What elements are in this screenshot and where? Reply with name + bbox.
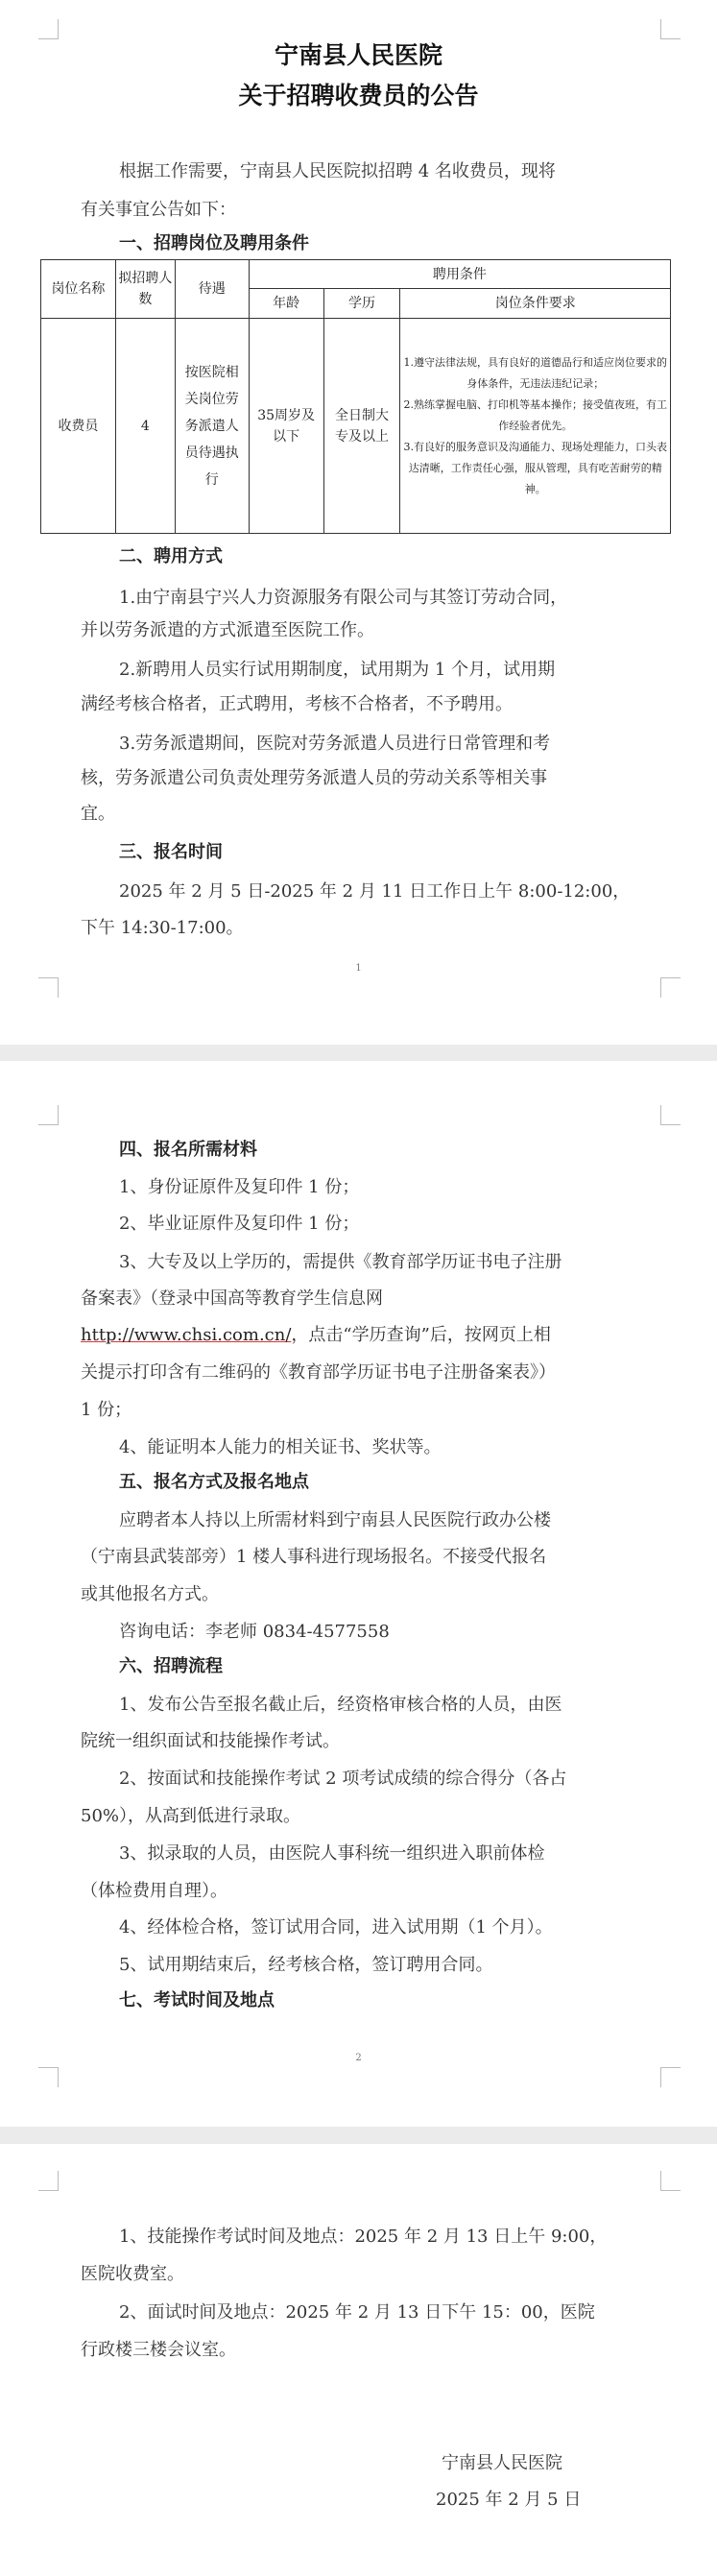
- page-corner-mark: [38, 1105, 59, 1125]
- paragraph-line: （体检费用自理）。: [81, 1881, 227, 1901]
- table-header-cell: 待遇: [175, 260, 249, 319]
- requirement-item: 3.有良好的服务意识及沟通能力、现场处理能力，口头表达清晰，工作责任心强，服从管理，具有吃苦耐劳的精神。: [403, 440, 667, 495]
- requirement-item: 1.遵守法律法规，具有良好的道德品行和适应岗位要求的身体条件，无违法违纪记录；: [403, 355, 667, 390]
- page-number: 2: [355, 2053, 362, 2063]
- paragraph-line: 行政楼三楼会议室。: [81, 2340, 236, 2360]
- page-corner-mark: [660, 977, 681, 998]
- paragraph-line: 50%），从高到低进行录取。: [81, 1806, 301, 1826]
- table-header-cell: 聘用条件: [249, 260, 670, 289]
- page-corner-mark: [660, 2171, 681, 2191]
- paragraph-line: 关提示打印含有二维码的《教育部学历证书电子注册备案表》）: [81, 1362, 556, 1383]
- paragraph-line: 宜。: [81, 804, 115, 824]
- table-cell-requirements: [400, 319, 671, 534]
- table-cell-count: 4: [115, 319, 175, 534]
- table-header-cell: 年龄: [249, 289, 323, 319]
- table-cell-post: 收费员: [41, 319, 116, 534]
- paragraph-line: 3、大专及以上学历的，需提供《教育部学历证书电子注册: [119, 1252, 562, 1272]
- paragraph-line: 1、身份证原件及复印件 1 份；: [119, 1177, 360, 1197]
- page-separator: [0, 2127, 717, 2144]
- paragraph-line: 2、面试时间及地点：2025 年 2 月 13 日下午 15：00，医院: [119, 2302, 595, 2323]
- page-corner-mark: [660, 2067, 681, 2087]
- paragraph-line: 3、拟录取的人员，由医院人事科统一组织进入职前体检: [119, 1843, 545, 1864]
- paragraph-line: 1、发布公告至报名截止后，经资格审核合格的人员，由医: [119, 1695, 562, 1715]
- table-header-cell: 学历: [323, 289, 400, 319]
- intro-paragraph: 有关事宜公告如下：: [81, 200, 236, 220]
- document-page-3: [0, 2144, 717, 2576]
- intro-paragraph: 根据工作需要，宁南县人民医院拟招聘 4 名收费员，现将: [119, 161, 556, 181]
- paragraph-line: （宁南县武装部旁）1 楼人事科进行现场报名。不接受代报名: [81, 1547, 547, 1567]
- paragraph-line: 4、经体检合格，签订试用合同，进入试用期（1 个月）。: [119, 1917, 553, 1938]
- paragraph-line: [81, 1324, 551, 1347]
- paragraph-line: 3.劳务派遣期间，医院对劳务派遣人员进行日常管理和考: [119, 734, 551, 754]
- paragraph-line: 院统一组织面试和技能操作考试。: [81, 1731, 340, 1751]
- paragraph-line: 或其他报名方式。: [81, 1584, 219, 1604]
- paragraph-line: 2.新聘用人员实行试用期制度，试用期为 1 个月，试用期: [119, 660, 556, 680]
- recruitment-table: [40, 259, 671, 534]
- page-number: 1: [355, 963, 362, 974]
- paragraph-line: 下午 14:30-17:00。: [81, 918, 244, 938]
- chsi-website-link[interactable]: http://www.chsi.com.cn/: [81, 1325, 292, 1345]
- paragraph-line: 核，劳务派遣公司负责处理劳务派遣人员的劳动关系等相关事: [81, 768, 547, 788]
- page-corner-mark: [38, 977, 59, 998]
- section-heading: 七、考试时间及地点: [119, 1990, 275, 2010]
- paragraph-line: 2、按面试和技能操作考试 2 项考试成绩的综合得分（各占: [119, 1769, 567, 1789]
- document-title-line-2: 关于招聘收费员的公告: [238, 82, 479, 109]
- section-heading: 一、招聘岗位及聘用条件: [119, 233, 309, 253]
- section-heading: 二、聘用方式: [119, 546, 223, 566]
- paragraph-line: 1.由宁南县宁兴人力资源服务有限公司与其签订劳动合同，: [119, 588, 568, 608]
- paragraph-line: 4、能证明本人能力的相关证书、奖状等。: [119, 1437, 442, 1457]
- section-heading: 三、报名时间: [119, 842, 223, 862]
- contact-phone: 咨询电话：李老师 0834-4577558: [119, 1622, 390, 1642]
- document-page-1: [0, 0, 717, 1045]
- paragraph-line: 2025 年 2 月 5 日-2025 年 2 月 11 日工作日上午 8:00-12:00，: [119, 881, 631, 902]
- table-row: [41, 319, 671, 534]
- requirement-item: 2.熟练掌握电脑、打印机等基本操作；接受值夜班，有工作经验者优先。: [403, 397, 667, 432]
- paragraph-line: 医院收费室。: [81, 2264, 184, 2284]
- signature-date: 2025 年 2 月 5 日: [436, 2490, 582, 2510]
- section-heading: 四、报名所需材料: [119, 1140, 257, 1160]
- paragraph-line: 2、毕业证原件及复印件 1 份；: [119, 1214, 360, 1234]
- table-header-cell: 岗位名称: [41, 260, 116, 319]
- paragraph-line: 满经考核合格者，正式聘用，考核不合格者，不予聘用。: [81, 694, 513, 714]
- page-corner-mark: [38, 2171, 59, 2191]
- link-trailing-text: ，点击“学历查询”后，按网页上相: [291, 1325, 551, 1345]
- table-cell-age: 35周岁及以下: [249, 319, 323, 534]
- page-corner-mark: [38, 2067, 59, 2087]
- page-corner-mark: [660, 1105, 681, 1125]
- page-separator: [0, 1045, 717, 1061]
- paragraph-line: 应聘者本人持以上所需材料到宁南县人民医院行政办公楼: [119, 1510, 551, 1530]
- section-heading: 六、招聘流程: [119, 1656, 223, 1676]
- paragraph-line: 5、试用期结束后，经考核合格，签订聘用合同。: [119, 1955, 493, 1975]
- document-title-line-1: 宁南县人民医院: [274, 41, 442, 69]
- paragraph-line: 并以劳务派遣的方式派遣至医院工作。: [81, 620, 374, 640]
- table-cell-education: 全日制大专及以上: [323, 319, 400, 534]
- paragraph-line: 1 份；: [81, 1400, 132, 1420]
- table-cell-treatment: 按医院相关岗位劳务派遣人员待遇执行: [175, 319, 249, 534]
- signature-organization: 宁南县人民医院: [442, 2453, 562, 2473]
- table-header-cell: 岗位条件要求: [400, 289, 671, 319]
- paragraph-line: 1、技能操作考试时间及地点：2025 年 2 月 13 日上午 9:00，: [119, 2227, 608, 2247]
- document-page-2: [0, 1061, 717, 2127]
- paragraph-line: 备案表》（登录中国高等教育学生信息网: [81, 1288, 383, 1309]
- section-heading: 五、报名方式及报名地点: [119, 1472, 309, 1492]
- table-header-cell: 拟招聘人数: [115, 260, 175, 319]
